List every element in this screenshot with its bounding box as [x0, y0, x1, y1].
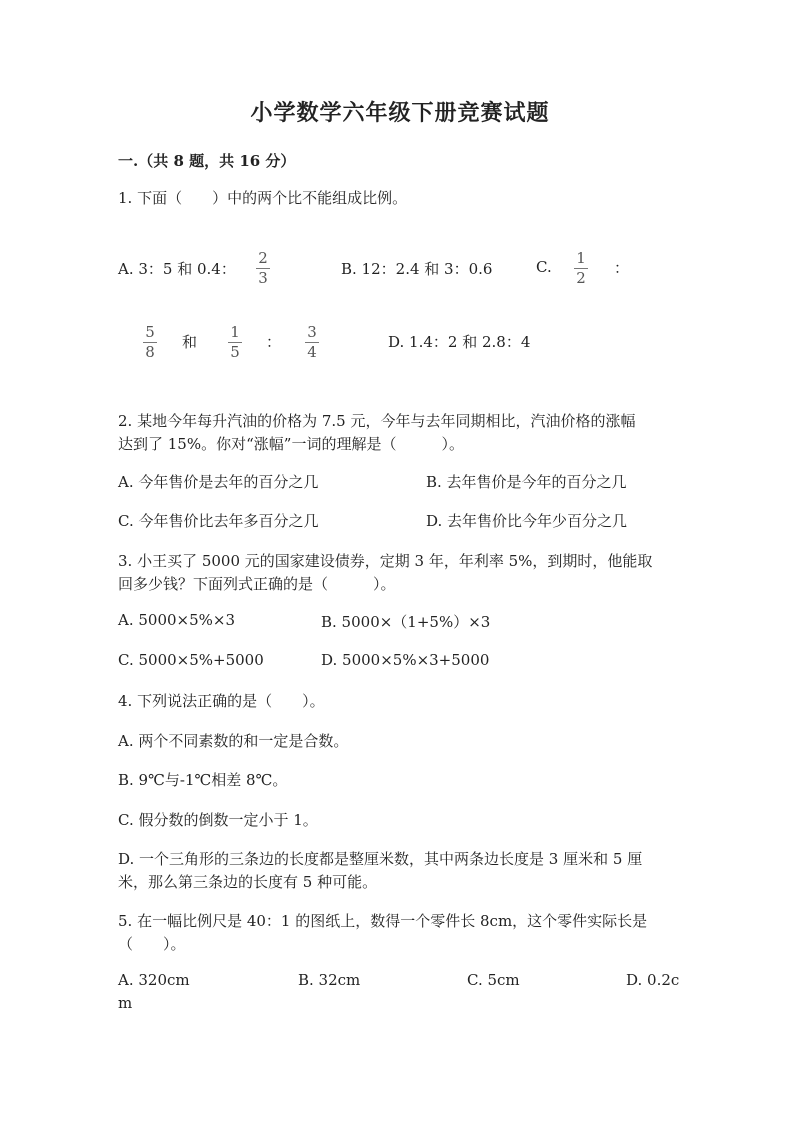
q4-option-b: B. 9℃与-1℃相差 8℃。	[118, 771, 288, 789]
question-3-line-1: 3. 小王买了 5000 元的国家建设债券，定期 3 年，年利率 5%，到期时，他能取	[118, 552, 653, 570]
q2-option-c: C. 今年售价比去年多百分之几	[118, 512, 319, 530]
q5-option-c: C. 5cm	[467, 971, 520, 989]
fraction-numerator: 3	[307, 323, 317, 341]
question-1-stem: 1. 下面（ ）中的两个比不能组成比例。	[118, 189, 408, 207]
q3-option-d: D. 5000×5%×3+5000	[321, 651, 490, 669]
q5-option-d-line-1: D. 0.2c	[626, 971, 680, 989]
question-3-line-2: 回多少钱？下面列式正确的是（ ）。	[118, 575, 396, 593]
fraction-denominator: 4	[307, 343, 317, 361]
q3-option-b: B. 5000×（1+5%）×3	[321, 613, 491, 631]
q1-option-d: D. 1.4：2 和 2.8：4	[388, 333, 531, 351]
q4-option-a: A. 两个不同素数的和一定是合数。	[118, 732, 349, 750]
fraction-numerator: 1	[576, 249, 586, 267]
q4-option-d-line-2: 米，那么第三条边的长度有 5 种可能。	[118, 873, 378, 891]
q2-option-b: B. 去年售价是今年的百分之几	[426, 473, 627, 491]
page-title: 小学数学六年级下册竞赛试题	[250, 100, 550, 126]
q1-option-b: B. 12：2.4 和 3：0.6	[341, 260, 493, 278]
q2-option-d: D. 去年售价比今年少百分之几	[426, 512, 628, 530]
q2-option-a: A. 今年售价是去年的百分之几	[118, 473, 319, 491]
q1-option-c-fraction-2	[143, 324, 157, 361]
question-4-stem: 4. 下列说法正确的是（ ）。	[118, 692, 325, 710]
q1-option-c-fraction-3	[228, 324, 242, 361]
question-5-line-2: （ ）。	[118, 935, 186, 953]
q3-option-a: A. 5000×5%×3	[118, 611, 236, 629]
q3-option-c: C. 5000×5%+5000	[118, 651, 264, 669]
fraction-numerator: 5	[145, 323, 155, 341]
fraction-numerator: 2	[258, 249, 268, 267]
q5-option-a: A. 320cm	[118, 971, 190, 989]
section-header: 一.（共 8 题，共 16 分）	[118, 152, 296, 170]
q4-option-c: C. 假分数的倒数一定小于 1。	[118, 811, 318, 829]
q1-option-c-and: 和	[182, 333, 198, 351]
fraction-numerator: 1	[230, 323, 240, 341]
q4-option-d-line-1: D. 一个三角形的三条边的长度都是整厘米数，其中两条边长度是 3 厘米和 5 厘	[118, 850, 643, 868]
question-5-line-1: 5. 在一幅比例尺是 40：1 的图纸上，数得一个零件长 8cm，这个零件实际长是	[118, 912, 648, 930]
fraction-denominator: 2	[576, 269, 586, 287]
q1-option-a: A. 3：5 和 0.4：	[118, 260, 236, 278]
colon: ：	[614, 259, 630, 277]
q5-option-d-line-2: m	[118, 994, 133, 1012]
question-2-line-2: 达到了 15%。你对“涨幅”一词的理解是（ ）。	[118, 435, 464, 453]
fraction-denominator: 3	[258, 269, 268, 287]
fraction-denominator: 5	[230, 343, 240, 361]
q1-option-c-fraction-1	[574, 250, 588, 287]
colon: ：	[266, 333, 282, 351]
question-2-line-1: 2. 某地今年每升汽油的价格为 7.5 元，今年与去年同期相比，汽油价格的涨幅	[118, 412, 636, 430]
q1-option-c-fraction-4	[305, 324, 319, 361]
fraction-denominator: 8	[145, 343, 155, 361]
q5-option-b: B. 32cm	[298, 971, 361, 989]
q1-option-c-label: C.	[536, 258, 552, 276]
q1-option-a-fraction	[256, 250, 270, 287]
